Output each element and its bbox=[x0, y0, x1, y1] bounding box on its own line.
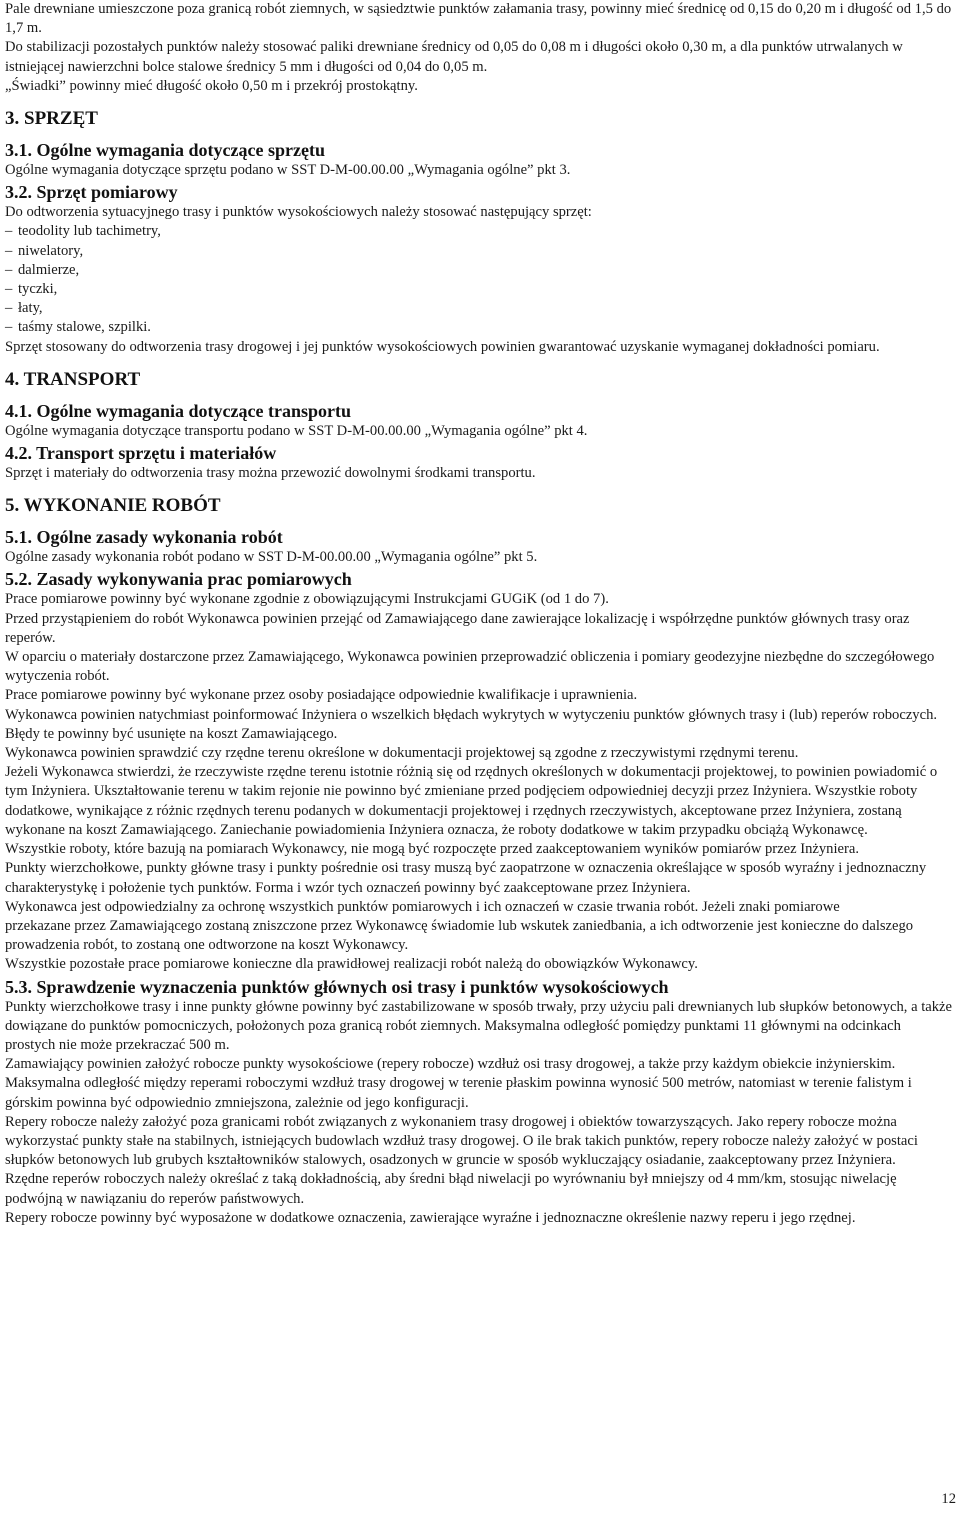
equipment-list bbox=[5, 222, 953, 337]
paragraph: Punkty wierzchołkowe trasy i inne punkty główne powinny być zastabilizowane w sposób trwały, przy użyciu pali drewnianych lub słupków betonowych, a także dowiązane do punktów pomocniczych, położonych poza granicą robót ziemnych. Maksymalna odległość pomiędzy punktami 11 głównymi na odcinkach prostych nie może przekraczać 500 m. bbox=[5, 998, 953, 1053]
section-heading-3: 3. SPRZĘT bbox=[5, 108, 98, 130]
paragraph: Wszystkie pozostałe prace pomiarowe konieczne dla prawidłowej realizacji robót należą do obowiązków Wykonawcy. bbox=[5, 956, 698, 973]
paragraph: Prace pomiarowe powinny być wykonane przez osoby posiadające odpowiednie kwalifikacje i uprawnienia. bbox=[5, 687, 638, 704]
subsection-heading-5-2: 5.2. Zasady wykonywania prac pomiarowych bbox=[5, 569, 352, 590]
paragraph: Sprzęt stosowany do odtworzenia trasy drogowej i jej punktów wysokościowych powinien gwarantować uzyskanie wymaganej dokładności pomiaru. bbox=[5, 338, 880, 355]
section-heading-5: 5. WYKONANIE ROBÓT bbox=[5, 495, 221, 517]
list-item: – teodolity lub tachimetry, bbox=[5, 222, 953, 241]
document-page bbox=[5, 0, 953, 1228]
paragraph: przekazane przez Zamawiającego zostaną zniszczone przez Wykonawcę świadomie lub wskutek zaniedbania, a ich odtworzenie jest konieczne do dalszego prowadzenia robót, to zostaną one odtworzone na koszt Wykonawcy. bbox=[5, 917, 914, 954]
paragraph: Przed przystąpieniem do robót Wykonawca powinien przejąć od Zamawiającego dane zawierające lokalizację i współrzędne punktów głównych trasy oraz reperów. bbox=[5, 610, 910, 646]
paragraph: Sprzęt i materiały do odtworzenia trasy można przewozić dowolnymi środkami transportu. bbox=[5, 465, 536, 482]
paragraph: Prace pomiarowe powinny być wykonane zgodnie z obowiązującymi Instrukcjami GUGiK (od 1 do 7). bbox=[5, 591, 609, 608]
intro-paragraph: Do stabilizacji pozostałych punktów należy stosować paliki drewniane średnicy od 0,05 do 0,08 m i długości około 0,30 m, a dla punktów utrwalanych w istniejącej nawierzchni bolce stalowe średnicy 5 mm i długości od 0,04 do 0,05 m. bbox=[5, 39, 903, 75]
subsection-heading-5-1: 5.1. Ogólne zasady wykonania robót bbox=[5, 527, 283, 548]
paragraph: wykonane na koszt Zamawiającego. Zaniechanie powiadomienia Inżyniera oznacza, że roboty dodatkowe w takim przypadku obciążą Wykonawcę. bbox=[5, 821, 868, 838]
paragraph: Repery robocze należy założyć poza granicami robót związanych z wykonaniem trasy drogowej i obiektów towarzyszących. Jako repery robocze można wykorzystać punkty stałe na stabilnych, istniejących budowlach wzdłuż trasy drogowej. O ile brak takich punktów, repery robocze należy założyć w postaci słupków betonowych lub grubych kształtowników stalowych, osadzonych w gruncie w sposób wykluczający osiadanie, zaakceptowany przez Inżyniera. bbox=[5, 1113, 918, 1169]
paragraph: Do odtworzenia sytuacyjnego trasy i punktów wysokościowych należy stosować następujący sprzęt: bbox=[5, 204, 592, 221]
subsection-heading-3-2: 3.2. Sprzęt pomiarowy bbox=[5, 182, 178, 203]
list-item: – dalmierze, bbox=[5, 261, 953, 280]
section-heading-4: 4. TRANSPORT bbox=[5, 368, 141, 390]
paragraph: W oparciu o materiały dostarczone przez Zamawiającego, Wykonawca powinien przeprowadzić obliczenia i pomiary geodezyjne niezbędne do szczegółowego wytyczenia robót. bbox=[5, 649, 935, 685]
subsection-heading-5-3: 5.3. Sprawdzenie wyznaczenia punktów głównych osi trasy i punktów wysokościowych bbox=[5, 976, 669, 997]
paragraph: Wykonawca jest odpowiedzialny za ochronę wszystkich punktów pomiarowych i ich oznaczeń w czasie trwania robót. Jeżeli znaki pomiarowe bbox=[5, 898, 840, 915]
list-item: – tyczki, bbox=[5, 280, 953, 299]
list-item: – taśmy stalowe, szpilki. bbox=[5, 318, 953, 337]
paragraph: Jeżeli Wykonawca stwierdzi, że rzeczywiste rzędne terenu istotnie różnią się od rzędnych określonych w dokumentacji projektowej, to powinien powiadomić o tym Inżyniera. Ukształtowanie terenu w takim rejonie nie powinno być zmieniane przed podjęciem odpowiedniej decyzji przez Inżyniera. Wszystkie roboty dodatkowe, wynikające z różnic rzędnych terenu podanych w dokumentacji projektowej i rzędnych rzeczywistych, akceptowane przez Inżyniera, zostaną bbox=[5, 764, 938, 819]
list-item: – łaty, bbox=[5, 299, 953, 318]
paragraph: Rzędne reperów roboczych należy określać z taką dokładnością, aby średni błąd niwelacji po wyrównaniu był mniejszy od 4 mm/km, stosując niwelację podwójną w nawiązaniu do reperów państwowych. bbox=[5, 1171, 897, 1207]
subsection-heading-4-1: 4.1. Ogólne wymagania dotyczące transportu bbox=[5, 400, 351, 421]
paragraph: Zamawiający powinien założyć robocze punkty wysokościowe (repery robocze) wzdłuż osi trasy drogowej, a także przy każdym obiekcie inżynierskim. Maksymalna odległość między reperami roboczymi wzdłuż trasy drogowej w terenie płaskim powinna wynosić 500 metrów, natomiast w terenie falistym i górskim powinna być odpowiednio zmniejszona, zależnie od jego konfiguracji. bbox=[5, 1056, 912, 1111]
intro-paragraph: „Świadki” powinny mieć długość około 0,50 m i przekrój prostokątny. bbox=[5, 77, 418, 94]
paragraph: Wykonawca powinien sprawdzić czy rzędne terenu określone w dokumentacji projektowej są zgodne z rzeczywistymi rzędnymi terenu. bbox=[5, 745, 799, 762]
paragraph: Ogólne wymagania dotyczące transportu podano w SST D-M-00.00.00 „Wymagania ogólne” pkt 4. bbox=[5, 422, 588, 439]
page-number: 12 bbox=[941, 1491, 956, 1507]
paragraph: Punkty wierzchołkowe, punkty główne trasy i punkty pośrednie osi trasy muszą być zaopatrzone w oznaczenia określające w sposób wyraźny i jednoznaczny charakterystykę i położenie tych punktów. Forma i wzór tych oznaczeń powinny być zaakceptowane przez Inżyniera. bbox=[5, 860, 927, 896]
paragraph: Ogólne zasady wykonania robót podano w SST D-M-00.00.00 „Wymagania ogólne” pkt 5. bbox=[5, 549, 538, 566]
intro-paragraph: Pale drewniane umieszczone poza granicą robót ziemnych, w sąsiedztwie punktów załamania trasy, powinny mieć średnicę od 0,15 do 0,20 m i długość od 1,5 do 1,7 m. bbox=[5, 1, 952, 37]
paragraph: Wykonawca powinien natychmiast poinformować Inżyniera o wszelkich błędach wykrytych w wytyczeniu punktów głównych trasy i (lub) reperów roboczych. Błędy te powinny być usunięte na koszt Zamawiającego. bbox=[5, 706, 938, 742]
subsection-heading-4-2: 4.2. Transport sprzętu i materiałów bbox=[5, 443, 277, 464]
paragraph: Ogólne wymagania dotyczące sprzętu podano w SST D-M-00.00.00 „Wymagania ogólne” pkt 3. bbox=[5, 162, 571, 179]
paragraph: Wszystkie roboty, które bazują na pomiarach Wykonawcy, nie mogą być rozpoczęte przed zaakceptowaniem wyników pomiarów przez Inżyniera. bbox=[5, 841, 859, 858]
paragraph: Repery robocze powinny być wyposażone w dodatkowe oznaczenia, zawierające wyraźne i jednoznaczne określenie nazwy reperu i jego rzędnej. bbox=[5, 1209, 856, 1226]
list-item: – niwelatory, bbox=[5, 242, 953, 261]
subsection-heading-3-1: 3.1. Ogólne wymagania dotyczące sprzętu bbox=[5, 140, 325, 161]
